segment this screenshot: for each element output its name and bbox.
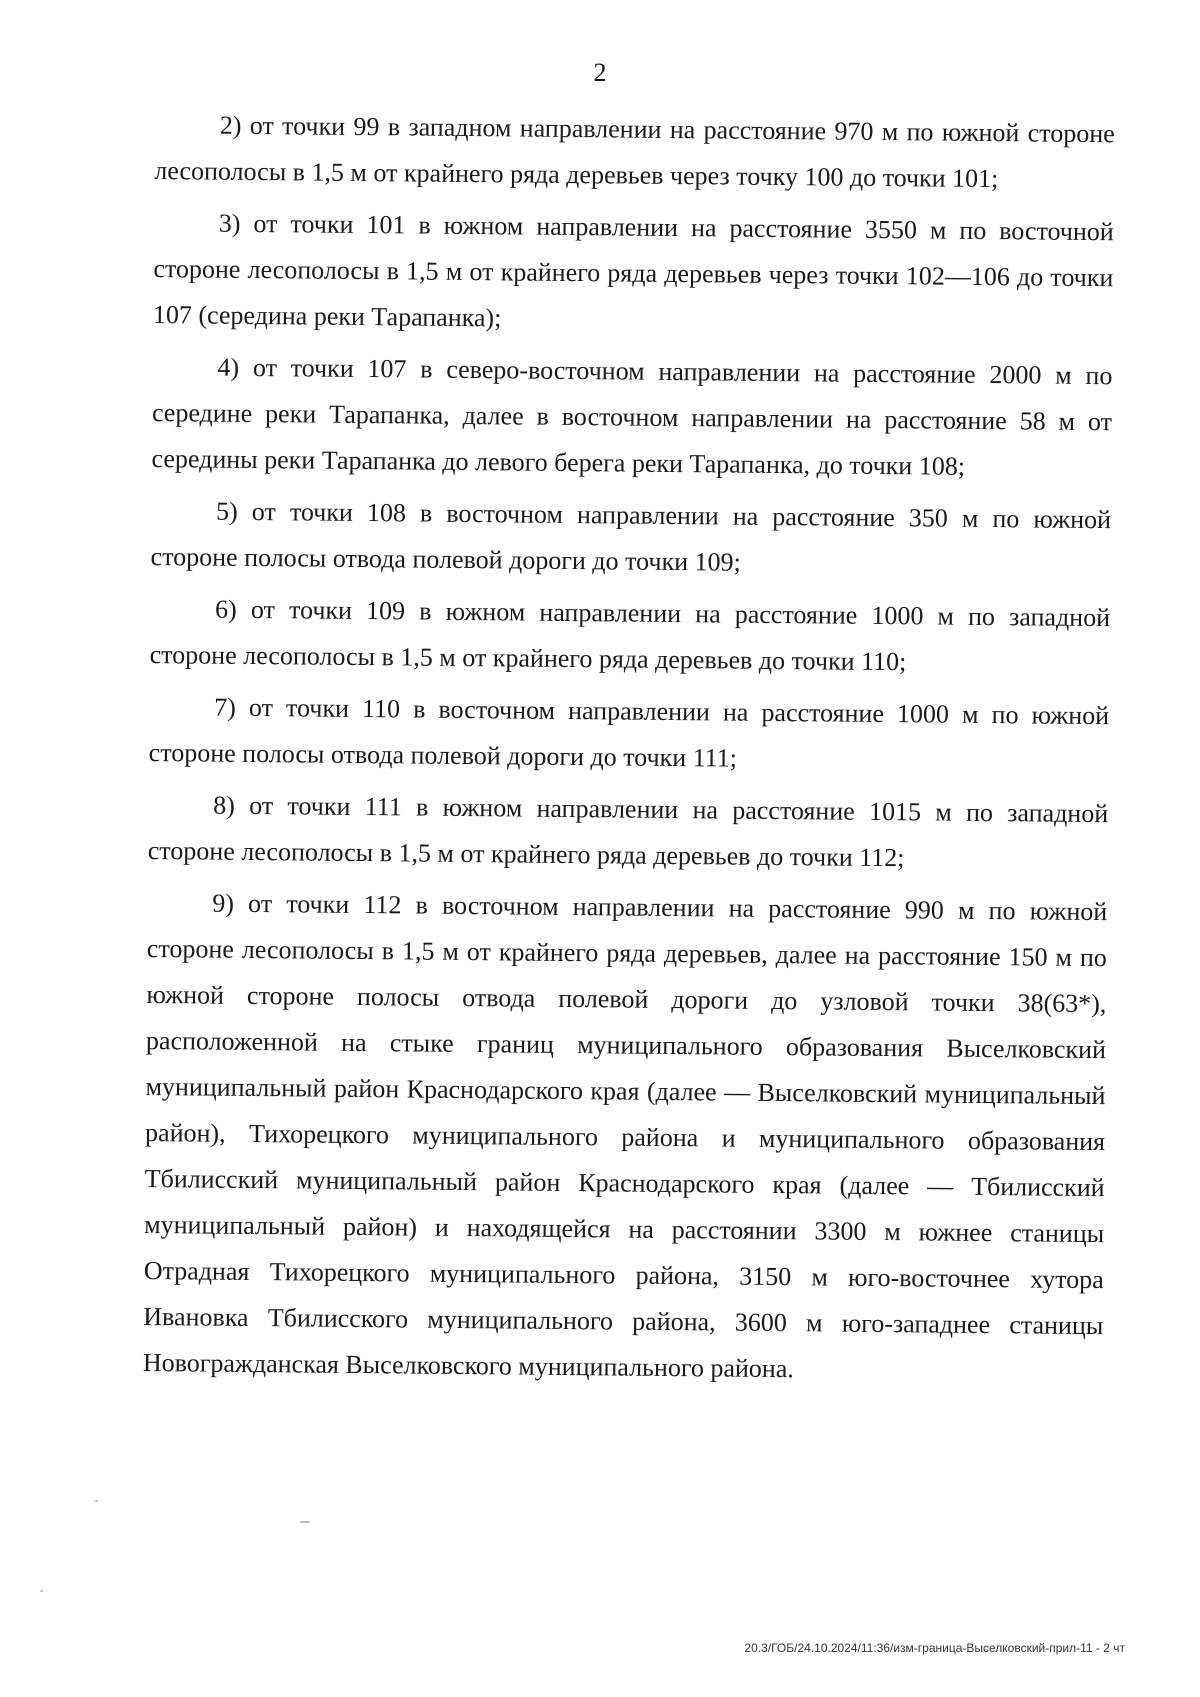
paragraph-9: 9) от точки 112 в восточном направлении на расстояние 990 м по южной стороне лесополосы в 1,5 м от крайнего ряда деревьев, далее на расстояние 150 м по южной стороне полосы отвода полевой дороги до узловой точки 38(63*), расположенной на стыке границ муниципального образования Выселковский муниципальный район Краснодарского края (далее — Выселковский муниципальный район), Тихорецкого муниципального района и муниципального образования Тбилисский муниципальный район Краснодарского края (далее — Тбилисский муниципальный район) и находящейся на расстоянии 3300 м южнее станицы Отрадная Тихорецкого муниципального района, 3150 м юго-восточнее хутора Ивановка Тбилисского муниципального района, 3600 м юго-западнее станицы Новогражданская Выселковского муниципального района.: [142, 888, 1108, 1384]
scan-speck: [40, 1590, 43, 1592]
paragraph-5: 5) от точки 108 в восточном направлении на расстояние 350 м по южной стороне полосы отвода полевой дороги до точки 109;: [150, 496, 1112, 577]
paragraph-2: 2) от точки 99 в западном направлении на расстояние 970 м по южной стороне лесополосы в 1,5 м от крайнего ряда деревьев через точку 100 до точки 101;: [154, 110, 1115, 194]
scan-speck: [95, 1500, 98, 1502]
paragraph-7: 7) от точки 110 в восточном направлении на расстояние 1000 м по южной стороне полосы отвода полевой дороги до точки 111;: [148, 692, 1110, 773]
paragraph-4: 4) от точки 107 в северо-восточном направлении на расстояние 2000 м по середине реки Тарапанка, далее в восточном направлении на расстояние 58 м от середины реки Тарапанка до левого берега реки Тарапанка, до точки 108;: [151, 352, 1113, 481]
paragraph-8: 8) от точки 111 в южном направлении на расстояние 1015 м по западной стороне лесополосы в 1,5 м от крайнего ряда деревьев до точки 112;: [147, 790, 1109, 873]
page-number: 2: [593, 58, 607, 87]
paragraph-6: 6) от точки 109 в южном направлении на расстояние 1000 м по западной стороне лесополосы в 1,5 м от крайнего ряда деревьев до точки 110;: [149, 594, 1111, 677]
scan-speck: [300, 1521, 310, 1523]
paragraph-3: 3) от точки 101 в южном направлении на расстояние 3550 м по восточной стороне лесополосы в 1,5 м от крайнего ряда деревьев через точки 102—106 до точки 107 (середина реки Тарапанка);: [152, 208, 1114, 333]
footer-document-code: 20.3/ГОБ/24.10.2024/11:36/изм-граница-Выселковский-прил-11 - 2 чт: [744, 1641, 1125, 1655]
document-body: [143, 102, 1115, 1401]
